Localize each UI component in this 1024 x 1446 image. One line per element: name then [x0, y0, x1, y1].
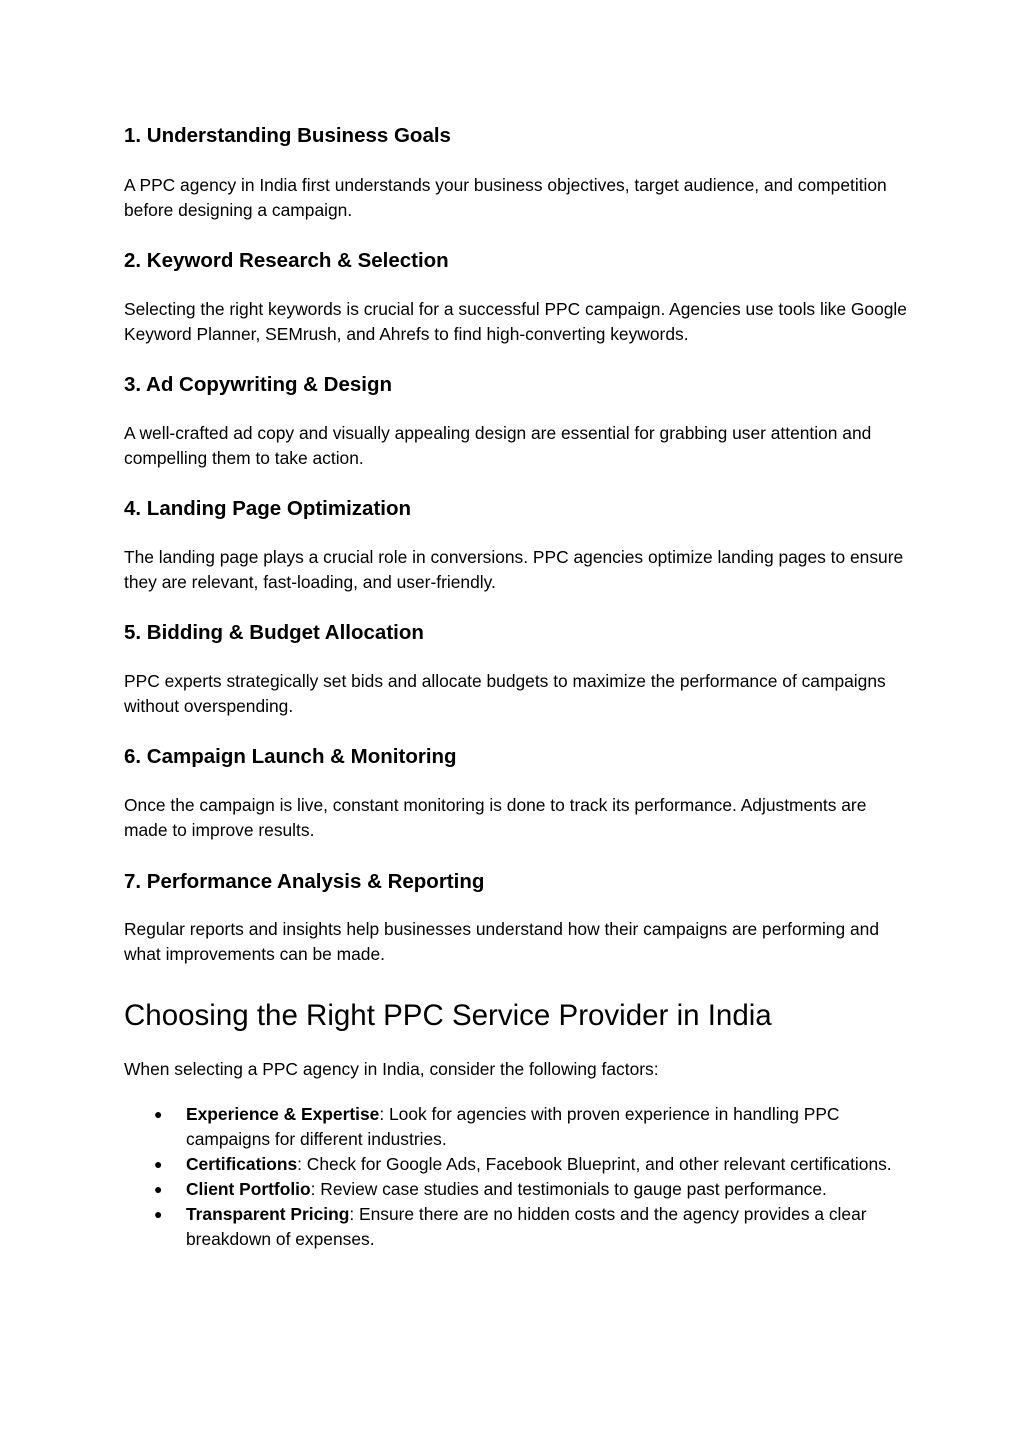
- factor-term: Certifications: [186, 1154, 298, 1174]
- bullet-icon: ●: [154, 1106, 163, 1122]
- factor-text: : Check for Google Ads, Facebook Blueprint, and other relevant certifications.: [297, 1154, 892, 1174]
- factor-term: Experience & Expertise: [186, 1104, 380, 1124]
- section-body-landing-page: The landing page plays a crucial role in conversions. PPC agencies optimize landing pages to ensure they are relevant, fast-loading, and user-friendly.: [124, 547, 904, 592]
- bullet-icon: ●: [154, 1156, 163, 1172]
- bullet-icon: ●: [154, 1181, 163, 1197]
- factor-text: : Look for agencies with proven experience in handling PPC campaigns for different industries.: [186, 1104, 840, 1149]
- section-body-campaign-launch: Once the campaign is live, constant monitoring is done to track its performance. Adjustments are made to improve results.: [124, 795, 867, 840]
- factors-list: [124, 1102, 914, 1252]
- section-body-keyword-research: Selecting the right keywords is crucial for a successful PPC campaign. Agencies use tools like Google Keyword Planner, SEMrush, and Ahrefs to find high-converting keywords.: [124, 299, 907, 344]
- section-heading-keyword-research: 2. Keyword Research & Selection: [124, 249, 449, 272]
- list-item: [124, 1202, 914, 1252]
- bullet-icon: ●: [154, 1206, 163, 1222]
- list-item: [124, 1177, 914, 1202]
- section-heading-bidding-budget: 5. Bidding & Budget Allocation: [124, 621, 424, 644]
- section-heading-ad-copywriting: 3. Ad Copywriting & Design: [124, 373, 393, 396]
- section-heading-landing-page: 4. Landing Page Optimization: [124, 497, 412, 520]
- section-body-performance-analysis: Regular reports and insights help businesses understand how their campaigns are performing and what improvements can be made.: [124, 919, 879, 964]
- section-body-bidding-budget: PPC experts strategically set bids and allocate budgets to maximize the performance of campaigns without overspending.: [124, 671, 886, 716]
- section-body-business-goals: A PPC agency in India first understands your business objectives, target audience, and competition before designing a campaign.: [124, 175, 887, 220]
- section-body-ad-copywriting: A well-crafted ad copy and visually appealing design are essential for grabbing user attention and compelling them to take action.: [124, 423, 872, 468]
- choosing-provider-heading: Choosing the Right PPC Service Provider in India: [124, 999, 772, 1032]
- factor-text: : Review case studies and testimonials to gauge past performance.: [310, 1179, 827, 1199]
- list-item: [124, 1102, 914, 1152]
- list-item: [124, 1152, 914, 1177]
- factor-text: : Ensure there are no hidden costs and the agency provides a clear breakdown of expenses.: [186, 1204, 867, 1249]
- section-heading-performance-analysis: 7. Performance Analysis & Reporting: [124, 870, 485, 893]
- choosing-provider-intro: When selecting a PPC agency in India, consider the following factors:: [124, 1059, 659, 1079]
- section-heading-business-goals: 1. Understanding Business Goals: [124, 124, 451, 147]
- factor-term: Transparent Pricing: [186, 1204, 350, 1224]
- factor-term: Client Portfolio: [186, 1179, 311, 1199]
- section-heading-campaign-launch: 6. Campaign Launch & Monitoring: [124, 745, 457, 768]
